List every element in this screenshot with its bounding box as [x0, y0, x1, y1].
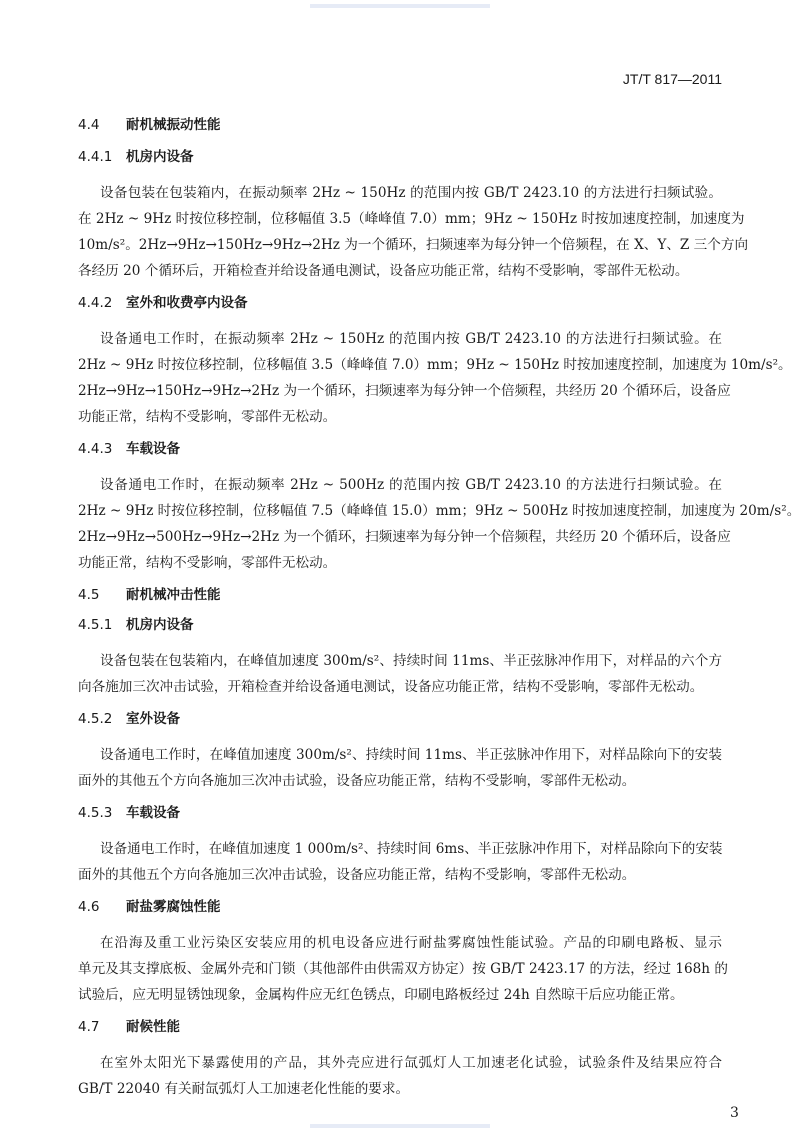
section-heading	[78, 804, 180, 822]
section-heading	[78, 616, 194, 634]
section-heading	[78, 898, 221, 916]
section-heading	[78, 148, 194, 166]
paragraph-line: 面外的其他五个方向各施加三次冲击试验，设备应功能正常，结构不受影响，零部件无松动。	[78, 867, 636, 883]
page-number: 3	[730, 1105, 739, 1121]
section-number: 4.4.3	[78, 441, 113, 457]
watermark-bottom	[310, 1124, 490, 1128]
paragraph-line: 在室外太阳光下暴露使用的产品，其外壳应进行氙弧灯人工加速老化试验，试验条件及结果应符合	[100, 1055, 722, 1071]
paragraph-line: 设备通电工作时，在峰值加速度 1 000m/s²、持续时间 6ms、半正弦脉冲作用下，对样品除向下的安装	[100, 841, 723, 857]
section-title: 室外和收费亭内设备	[126, 295, 248, 311]
paragraph-line: 2Hz→9Hz→150Hz→9Hz→2Hz 为一个循环，扫频速率为每分钟一个倍频程，共经历 20 个循环后，设备应	[78, 383, 731, 399]
watermark-top	[310, 4, 490, 8]
section-title: 机房内设备	[126, 149, 194, 165]
paragraph-line: 在沿海及重工业污染区安装应用的机电设备应进行耐盐雾腐蚀性能试验。产品的印刷电路板、显示	[100, 935, 722, 951]
paragraph-line: 面外的其他五个方向各施加三次冲击试验，设备应功能正常，结构不受影响，零部件无松动。	[78, 773, 636, 789]
section-title: 耐机械冲击性能	[126, 587, 221, 603]
paragraph-line: 单元及其支撑底板、金属外壳和门锁（其他部件由供需双方协定）按 GB/T 2423.17 的方法，经过 168h 的	[78, 961, 728, 977]
section-heading	[78, 586, 221, 604]
section-number: 4.5.1	[78, 617, 113, 633]
paragraph-line: 2Hz ~ 9Hz 时按位移控制，位移幅值 7.5（峰峰值 15.0）mm；9Hz ~ 500Hz 时按加速度控制，加速度为 20m/s²。	[78, 503, 800, 519]
section-title: 机房内设备	[126, 617, 194, 633]
paragraph-line: 设备包装在包装箱内，在振动频率 2Hz ~ 150Hz 的范围内按 GB/T 2423.10 的方法进行扫频试验。	[100, 185, 722, 201]
paragraph-line: 设备通电工作时，在振动频率 2Hz ~ 500Hz 的范围内按 GB/T 2423.10 的方法进行扫频试验。在	[100, 477, 722, 493]
section-number: 4.5.2	[78, 711, 113, 727]
paragraph-line: 设备通电工作时，在振动频率 2Hz ~ 150Hz 的范围内按 GB/T 2423.10 的方法进行扫频试验。在	[100, 331, 722, 347]
paragraph-line: 各经历 20 个循环后，开箱检查并给设备通电测试，设备应功能正常，结构不受影响，零部件无松动。	[78, 263, 689, 279]
section-title: 耐候性能	[126, 1019, 180, 1035]
paragraph-line: 向各施加三次冲击试验，开箱检查并给设备通电测试，设备应功能正常，结构不受影响，零部件无松动。	[78, 679, 704, 695]
section-heading	[78, 440, 180, 458]
paragraph-line: 2Hz ~ 9Hz 时按位移控制，位移幅值 3.5（峰峰值 7.0）mm；9Hz ~ 150Hz 时按加速度控制，加速度为 10m/s²。	[78, 357, 792, 373]
section-number: 4.5.3	[78, 805, 113, 821]
section-title: 耐盐雾腐蚀性能	[126, 899, 221, 915]
section-number: 4.4.2	[78, 295, 113, 311]
section-heading	[78, 710, 180, 728]
section-title: 车载设备	[126, 441, 180, 457]
section-title: 车载设备	[126, 805, 180, 821]
paragraph-line: 试验后，应无明显锈蚀现象，金属构件应无红色锈点，印刷电路板经过 24h 自然晾干后应功能正常。	[78, 987, 684, 1003]
paragraph-line: 在 2Hz ~ 9Hz 时按位移控制，位移幅值 3.5（峰峰值 7.0）mm；9Hz ~ 150Hz 时按加速度控制，加速度为	[78, 211, 745, 227]
section-title: 耐机械振动性能	[126, 117, 221, 133]
section-title: 室外设备	[126, 711, 180, 727]
section-heading	[78, 1018, 180, 1036]
paragraph-line: 10m/s²。2Hz→9Hz→150Hz→9Hz→2Hz 为一个循环，扫频速率为每分钟一个倍频程，在 X、Y、Z 三个方向	[78, 237, 749, 253]
section-number: 4.5	[78, 587, 100, 603]
section-heading	[78, 116, 221, 134]
section-heading	[78, 294, 248, 312]
document-code: JT/T 817—2011	[622, 71, 722, 87]
section-number: 4.6	[78, 899, 100, 915]
paragraph-line: 功能正常，结构不受影响，零部件无松动。	[78, 409, 337, 425]
section-number: 4.4.1	[78, 149, 113, 165]
section-number: 4.4	[78, 117, 100, 133]
paragraph-line: GB/T 22040 有关耐氙弧灯人工加速老化性能的要求。	[78, 1081, 410, 1097]
paragraph-line: 设备包装在包装箱内，在峰值加速度 300m/s²、持续时间 11ms、半正弦脉冲作用下，对样品的六个方	[100, 653, 722, 669]
paragraph-line: 功能正常，结构不受影响，零部件无松动。	[78, 555, 337, 571]
paragraph-line: 设备通电工作时，在峰值加速度 300m/s²、持续时间 11ms、半正弦脉冲作用下，对样品除向下的安装	[100, 747, 722, 763]
paragraph-line: 2Hz→9Hz→500Hz→9Hz→2Hz 为一个循环，扫频速率为每分钟一个倍频程，共经历 20 个循环后，设备应	[78, 529, 731, 545]
section-number: 4.7	[78, 1019, 100, 1035]
